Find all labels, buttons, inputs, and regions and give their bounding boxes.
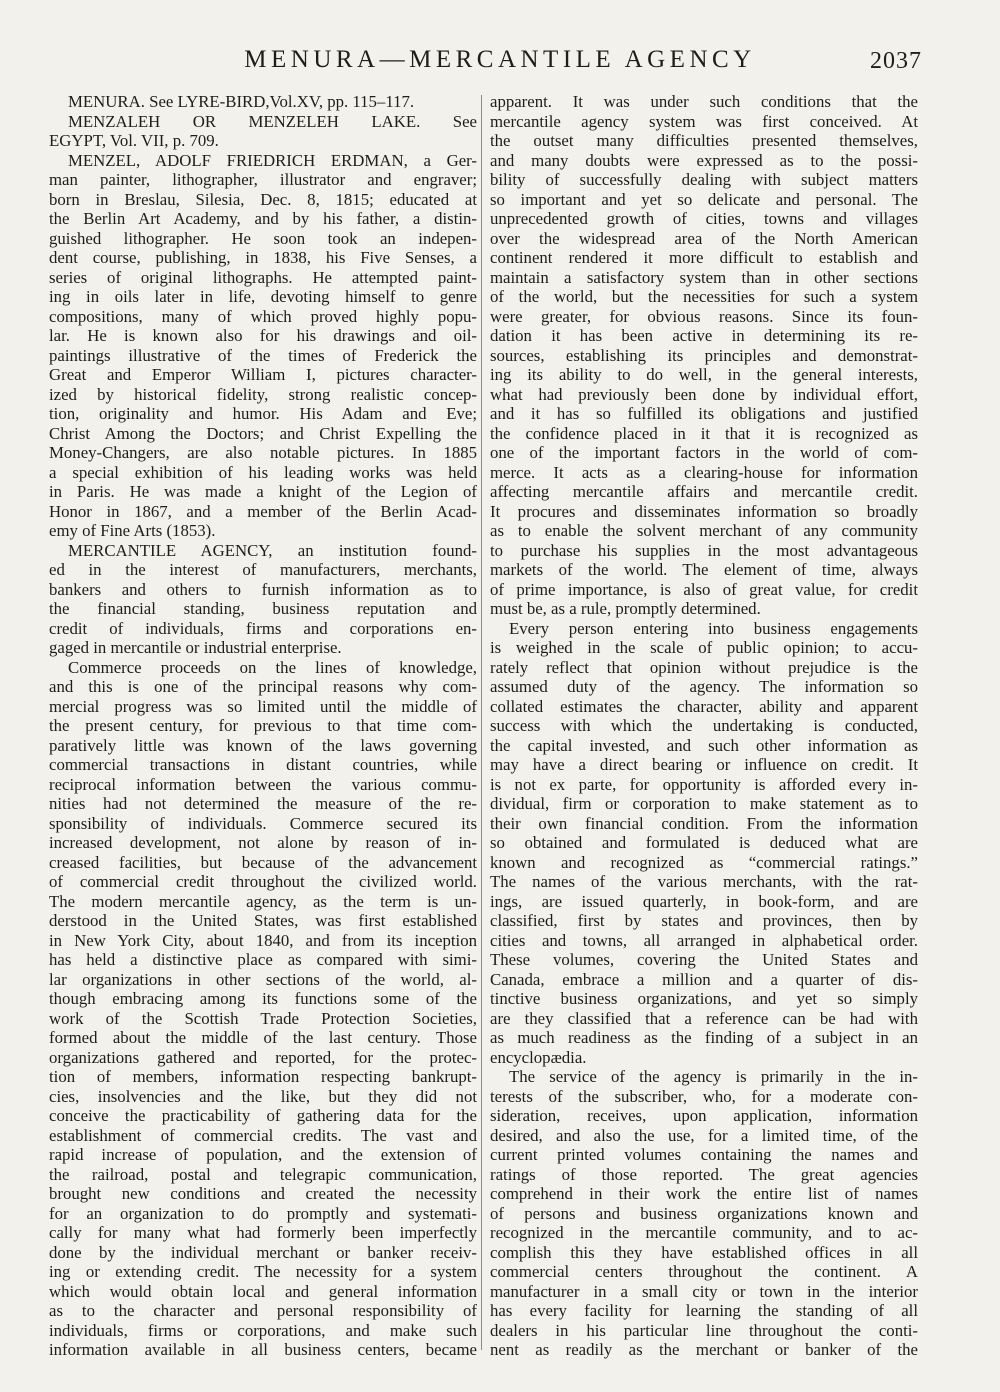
text-line: organizations gathered and reported, for the protec-: [49, 1047, 477, 1067]
text-line: the financial standing, business reputation and: [49, 599, 477, 618]
text-line: classified, first by states and provinces, then by: [490, 911, 918, 930]
text-line: Christ Among the Doctors; and Christ Expelling the: [49, 423, 477, 443]
text-line: one of the important factors in the world of com-: [490, 443, 918, 462]
text-line: manufacturer in a small city or town in the interior: [490, 1281, 918, 1301]
text-line: the Berlin Art Academy, and by his father, a distin-: [49, 209, 477, 228]
text-line: compositions, many of which proved highly popu-: [49, 306, 477, 326]
text-line: mercial progress was so limited until the middle of: [49, 696, 477, 716]
text-line: ings, are issued quarterly, in book-form, and are: [490, 891, 918, 911]
text-line: cally for many what had formerly been imperfectly: [49, 1223, 477, 1242]
text-line: establishment of commercial credits. The vast and: [49, 1125, 477, 1145]
text-line: to purchase his supplies in the most advantageous: [490, 540, 918, 560]
text-line: paintings illustrative of the times of Frederick the: [49, 345, 477, 365]
page-title: MENURA—MERCANTILE AGENCY: [244, 46, 756, 73]
text-line: tion, originality and humor. His Adam and Eve;: [49, 404, 477, 423]
text-line: and this is one of the principal reasons why com-: [49, 677, 477, 696]
text-line: lar organizations in other sections of the world, al-: [49, 969, 477, 989]
text-line: tinctive business organizations, and yet so simply: [490, 989, 918, 1008]
text-line: bility of successfully dealing with subject matters: [490, 170, 918, 189]
running-header: [0, 44, 1000, 84]
text-line: what had previously been done by individual effort,: [490, 384, 918, 404]
text-line: It procures and disseminates information so broadly: [490, 501, 918, 521]
text-line: Money-Changers, are also notable pictures. In 1885: [49, 443, 477, 462]
text-line: cies, insolvencies and the like, but they did not: [49, 1086, 477, 1106]
text-line: tion of members, information respecting bankrupt-: [49, 1067, 477, 1086]
text-line: recognized in the mercantile community, and to ac-: [490, 1223, 918, 1242]
text-line: commercial transactions in distant countries, while: [49, 755, 477, 774]
text-line: collated estimates the character, ability and apparent: [490, 696, 918, 716]
text-line: sideration, receives, upon application, information: [490, 1106, 918, 1125]
text-line: information available in all business centers, became: [49, 1340, 477, 1359]
text-line: brought new conditions and created the necessity: [49, 1184, 477, 1203]
text-line: and many doubts were expressed as to the possi-: [490, 150, 918, 170]
text-line: as to enable the solvent merchant of any community: [490, 521, 918, 540]
text-line: so obtained and formulated is deduced what are: [490, 833, 918, 852]
text-line: dation it has been active in determining its re-: [490, 326, 918, 345]
text-line: unprecedented growth of cities, towns and villages: [490, 209, 918, 228]
text-line: sponsibility of individuals. Commerce secured its: [49, 813, 477, 833]
text-line: reciprocal information between the various commu-: [49, 774, 477, 794]
text-line: formed about the middle of the last century. Those: [49, 1028, 477, 1047]
text-line: their own financial condition. From the information: [490, 813, 918, 833]
text-line: done by the individual merchant or banker receiv-: [49, 1242, 477, 1262]
text-line: the outset many difficulties presented themselves,: [490, 131, 918, 150]
text-line: in Paris. He was made a knight of the Legion of: [49, 482, 477, 501]
text-line: The names of the various merchants, with the rat-: [490, 872, 918, 891]
text-line: ing or extending credit. The necessity for a system: [49, 1262, 477, 1281]
text-line: series of original lithographs. He attempted paint-: [49, 267, 477, 287]
text-line: so important and yet so delicate and personal. The: [490, 189, 918, 209]
text-line: emy of Fine Arts (1853).: [49, 521, 216, 540]
text-line: encyclopædia.: [490, 1047, 587, 1067]
text-line: mercantile agency system was first conceived. At: [490, 111, 918, 131]
right-column: [490, 92, 918, 1360]
text-line: current printed volumes containing the names and: [490, 1145, 918, 1164]
text-line: apparent. It was under such conditions that the: [490, 92, 918, 111]
text-line: dividual, firm or corporation to make statement as to: [490, 794, 918, 813]
text-line: the railroad, postal and telegrapic communication,: [49, 1164, 477, 1184]
text-line: over the widespread area of the North American: [490, 228, 918, 248]
text-line: merce. It acts as a clearing-house for information: [490, 462, 918, 482]
column-divider: [481, 95, 482, 1350]
text-line: markets of the world. The element of time, always: [490, 560, 918, 579]
text-line: known and recognized as “commercial ratings.”: [490, 852, 918, 872]
text-line: lar. He is known also for his drawings and oil-: [49, 326, 477, 345]
text-line: desired, and also the use, for a limited time, of the: [490, 1125, 918, 1145]
text-line: creased facilities, but because of the advancement: [49, 852, 477, 872]
text-line: ing its ability to do well, in the general interests,: [490, 365, 918, 384]
text-line: credit of individuals, firms and corporations en-: [49, 618, 477, 638]
text-line: cities and towns, all arranged in alphabetical order.: [490, 930, 918, 950]
text-line: dealers in his particular line throughout the conti-: [490, 1320, 918, 1340]
text-line: EGYPT, Vol. VII, p. 709.: [49, 131, 219, 150]
text-line: of persons and business organizations known and: [490, 1203, 918, 1223]
text-line: Honor in 1867, and a member of the Berlin Acad-: [49, 501, 477, 521]
text-line: success with which the undertaking is conducted,: [490, 716, 918, 735]
text-line: rately reflect that opinion without prejudice is the: [490, 657, 918, 677]
text-line: The service of the agency is primarily in the in-: [509, 1067, 918, 1086]
text-line: guished lithographer. He soon took an indepen-: [49, 228, 477, 248]
text-line: in New York City, about 1840, and from its inception: [49, 930, 477, 950]
text-line: The modern mercantile agency, as the term is un-: [49, 891, 477, 911]
text-line: individuals, firms or corporations, and make such: [49, 1320, 477, 1340]
text-line: for an organization to do promptly and systemati-: [49, 1203, 477, 1223]
text-line: Canada, embrace a million and a quarter of dis-: [490, 969, 918, 989]
text-line: must be, as a rule, promptly determined.: [490, 599, 761, 618]
text-line: MERCANTILE AGENCY, an institution found-: [68, 540, 477, 560]
text-line: Commerce proceeds on the lines of knowledge,: [68, 657, 477, 677]
text-line: of prime importance, is also of great value, for credit: [490, 579, 918, 599]
text-line: the confidence placed in it that it is recognized as: [490, 423, 918, 443]
text-line: ing in oils later in life, devoting himself to genre: [49, 287, 477, 306]
text-line: of the world, but the necessities for such a system: [490, 287, 918, 306]
text-line: ized by historical fidelity, strong realistic concep-: [49, 384, 477, 404]
text-line: the capital invested, and such other information as: [490, 735, 918, 755]
text-line: born in Breslau, Silesia, Dec. 8, 1815; educated at: [49, 189, 477, 209]
text-line: and it has so fulfilled its obligations and justified: [490, 404, 918, 423]
text-line: is weighed in the scale of public opinion; to accu-: [490, 638, 918, 657]
text-line: ratings of those reported. The great agencies: [490, 1164, 918, 1184]
text-line: paratively little was known of the laws governing: [49, 735, 477, 755]
text-line: bankers and others to furnish information as to: [49, 579, 477, 599]
text-line: is not ex parte, for opportunity is afforded every in-: [490, 774, 918, 794]
text-line: continent rendered it more difficult to establish and: [490, 248, 918, 267]
text-line: comprehend in their work the entire list of names: [490, 1184, 918, 1203]
text-line: nities had not determined the measure of the re-: [49, 794, 477, 813]
text-line: conceive the practicability of gathering data for the: [49, 1106, 477, 1125]
text-line: maintain a satisfactory system than in other sections: [490, 267, 918, 287]
text-line: gaged in mercantile or industrial enterprise.: [49, 638, 342, 657]
text-line: has held a distinctive place as compared with simi-: [49, 950, 477, 969]
text-line: Great and Emperor William I, pictures character-: [49, 365, 477, 384]
text-line: ed in the interest of manufacturers, merchants,: [49, 560, 477, 579]
text-line: increased development, not alone by reason of in-: [49, 833, 477, 852]
text-line: are they classified that a reference can be had with: [490, 1008, 918, 1028]
text-line: terests of the subscriber, who, for a moderate con-: [490, 1086, 918, 1106]
text-line: These volumes, covering the United States and: [490, 950, 918, 969]
text-line: Every person entering into business engagements: [509, 618, 918, 638]
text-line: derstood in the United States, was first established: [49, 911, 477, 930]
text-line: sources, establishing its principles and demonstrat-: [490, 345, 918, 365]
text-line: affecting mercantile affairs and mercantile credit.: [490, 482, 918, 501]
text-line: though embracing among its functions some of the: [49, 989, 477, 1008]
text-line: complish this they have established offices in all: [490, 1242, 918, 1262]
text-line: which would obtain local and general information: [49, 1281, 477, 1301]
text-line: MENZALEH OR MENZELEH LAKE. See: [68, 111, 477, 131]
text-line: work of the Scottish Trade Protection Societies,: [49, 1008, 477, 1028]
text-line: dent course, publishing, in 1838, his Five Senses, a: [49, 248, 477, 267]
text-line: as much readiness as the finding of a subject in an: [490, 1028, 918, 1047]
left-column: [49, 92, 477, 1360]
text-line: of commercial credit throughout the civilized world.: [49, 872, 477, 891]
text-line: MENURA. See LYRE-BIRD,Vol.XV, pp. 115–117.: [68, 92, 415, 111]
text-line: the present century, for previous to that time com-: [49, 716, 477, 735]
text-line: assumed duty of the agency. The information so: [490, 677, 918, 696]
page-number: 2037: [870, 48, 922, 74]
text-line: may have a direct bearing or influence on credit. It: [490, 755, 918, 774]
text-line: commercial centers throughout the continent. A: [490, 1262, 918, 1281]
text-line: rapid increase of population, and the extension of: [49, 1145, 477, 1164]
text-line: were greater, for obvious reasons. Since its foun-: [490, 306, 918, 326]
text-line: as to the character and personal responsibility of: [49, 1301, 477, 1320]
text-line: man painter, lithographer, illustrator and engraver;: [49, 170, 477, 189]
text-line: MENZEL, ADOLF FRIEDRICH ERDMAN, a Ger-: [68, 150, 477, 170]
text-line: has every facility for learning the standing of all: [490, 1301, 918, 1320]
text-line: a special exhibition of his leading works was held: [49, 462, 477, 482]
text-line: nent as readily as the merchant or banker of the: [490, 1340, 918, 1359]
